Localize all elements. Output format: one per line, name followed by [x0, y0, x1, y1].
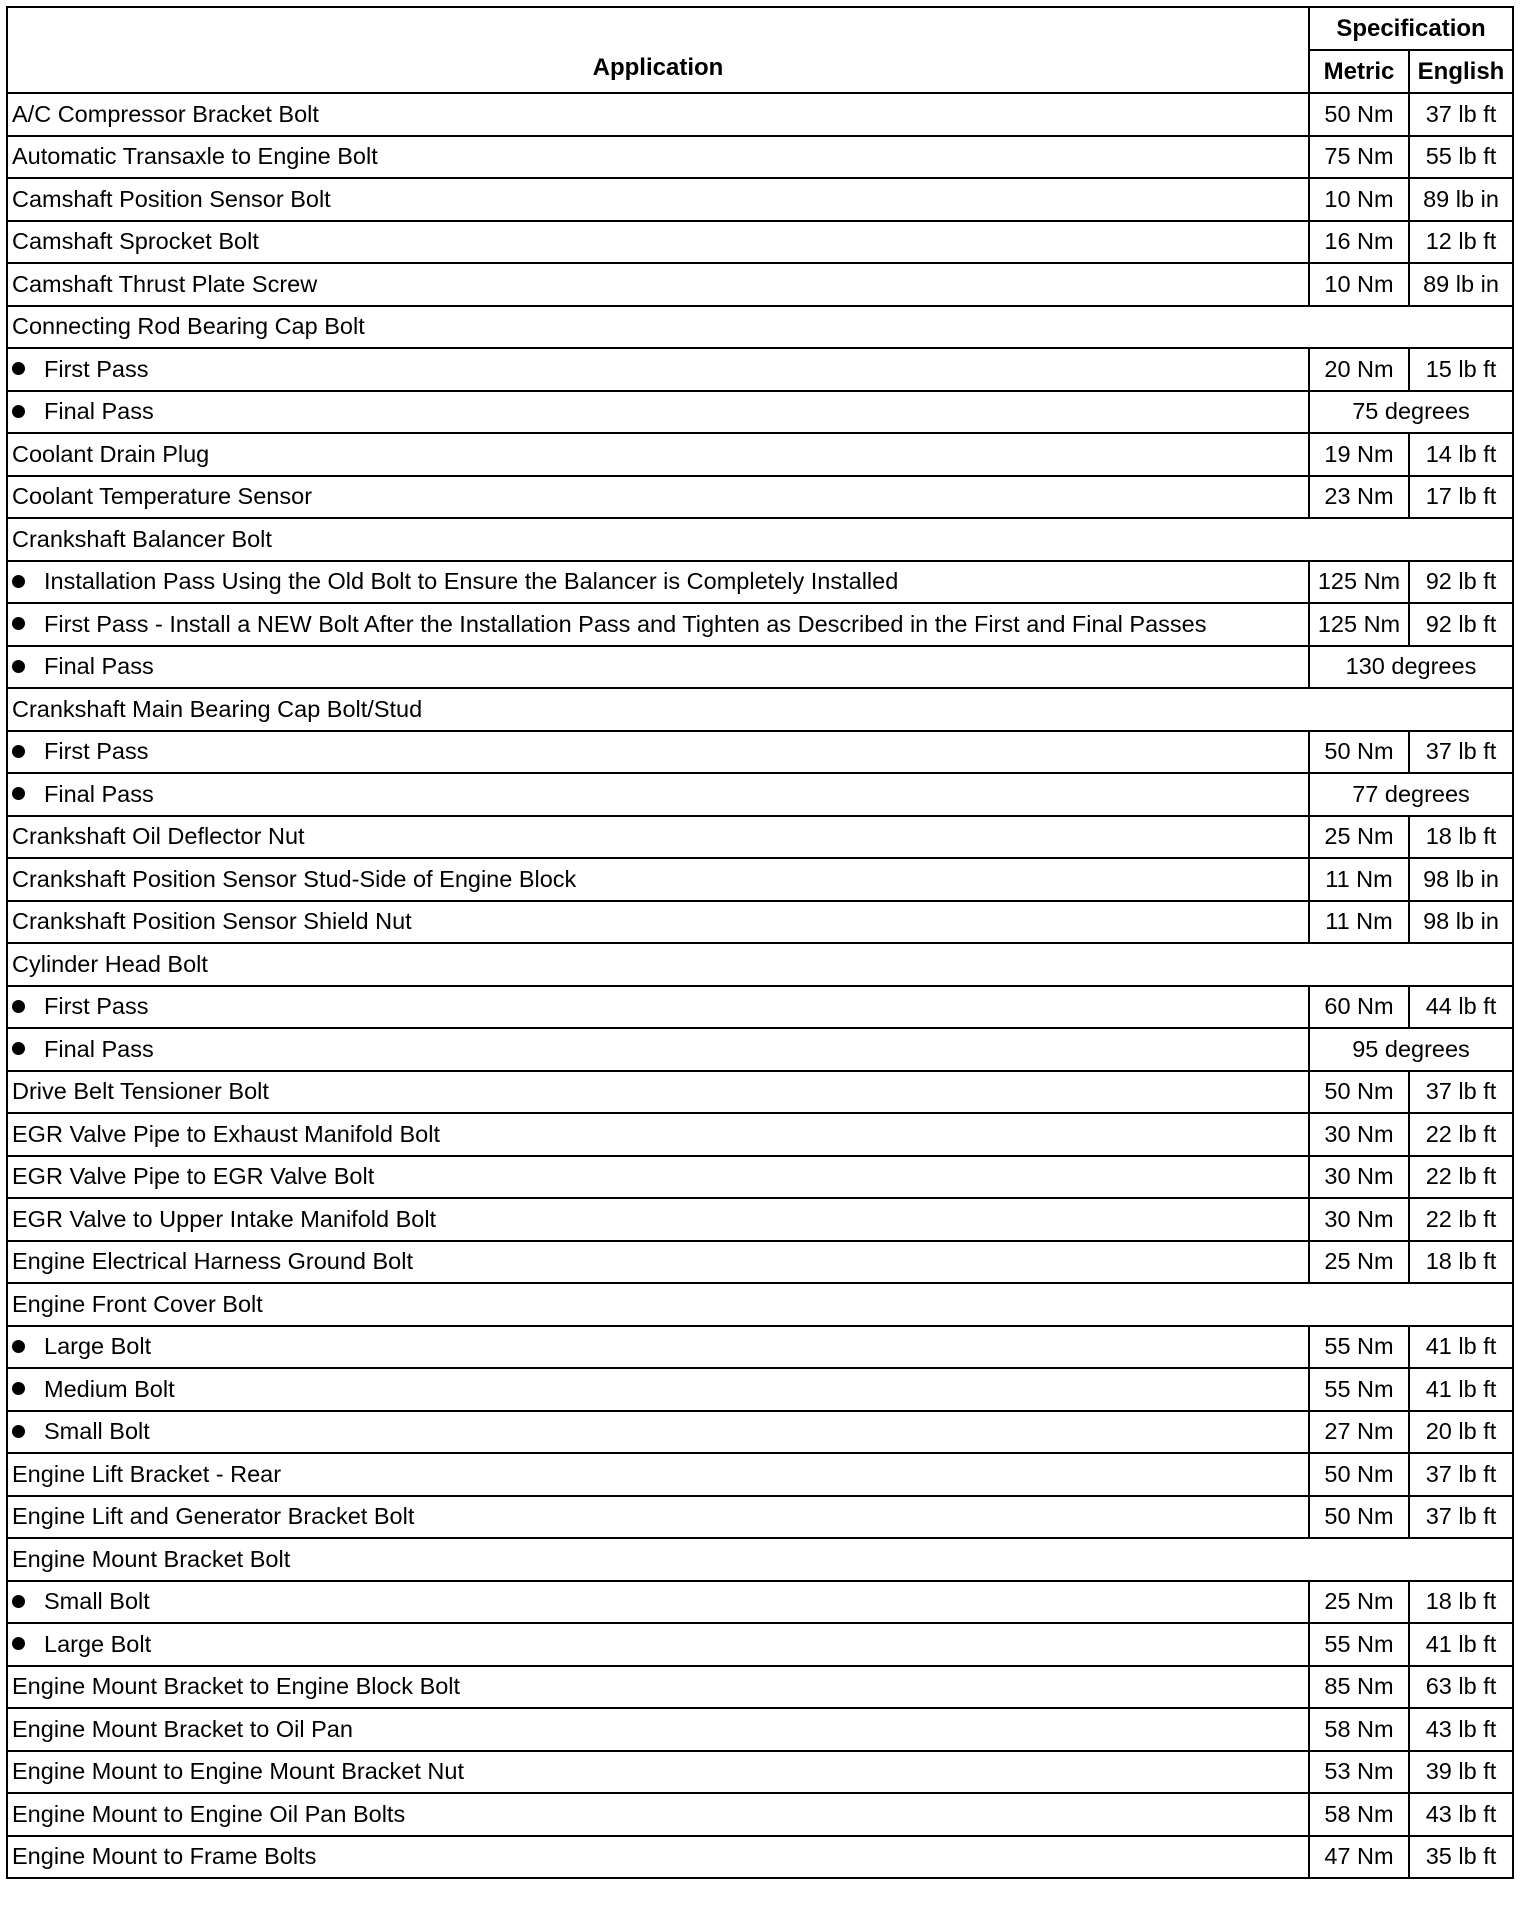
application-label: Large Bolt [44, 1630, 152, 1657]
table-row [7, 348, 1513, 391]
bullet-icon [12, 362, 25, 375]
application-cell: Engine Mount Bracket Bolt [7, 1538, 1513, 1581]
spec-angle-cell: 75 degrees [1309, 391, 1513, 434]
table-row [7, 1751, 1513, 1794]
metric-cell: 11 Nm [1309, 901, 1409, 944]
application-label: First Pass [44, 738, 149, 765]
metric-cell: 11 Nm [1309, 858, 1409, 901]
bullet-icon [12, 745, 25, 758]
group-row [7, 943, 1513, 986]
application-label: Final Pass [44, 1035, 154, 1062]
table-row [7, 1836, 1513, 1879]
english-cell: 89 lb in [1409, 263, 1513, 306]
application-cell [7, 646, 1309, 689]
english-cell: 98 lb in [1409, 901, 1513, 944]
table-row [7, 1496, 1513, 1539]
metric-cell: 50 Nm [1309, 93, 1409, 136]
english-header: English [1409, 50, 1513, 93]
table-row [7, 93, 1513, 136]
metric-cell: 50 Nm [1309, 731, 1409, 774]
application-cell: Engine Electrical Harness Ground Bolt [7, 1241, 1309, 1284]
bullet-icon [12, 1042, 25, 1055]
bullet-icon [12, 660, 25, 673]
table-row [7, 263, 1513, 306]
metric-cell: 53 Nm [1309, 1751, 1409, 1794]
metric-cell: 23 Nm [1309, 476, 1409, 519]
application-label: Installation Pass Using the Old Bolt to Ensure the Balancer is Completely Installed [44, 568, 899, 595]
metric-cell: 47 Nm [1309, 1836, 1409, 1879]
application-cell: A/C Compressor Bracket Bolt [7, 93, 1309, 136]
english-cell: 20 lb ft [1409, 1411, 1513, 1454]
table-row [7, 773, 1513, 816]
application-cell: EGR Valve Pipe to Exhaust Manifold Bolt [7, 1113, 1309, 1156]
application-cell: Camshaft Sprocket Bolt [7, 221, 1309, 264]
english-cell: 92 lb ft [1409, 561, 1513, 604]
bullet-icon [12, 575, 25, 588]
table-row [7, 1071, 1513, 1114]
metric-cell: 50 Nm [1309, 1496, 1409, 1539]
metric-cell: 27 Nm [1309, 1411, 1409, 1454]
table-row [7, 986, 1513, 1029]
table-row [7, 1411, 1513, 1454]
table-row [7, 1623, 1513, 1666]
english-cell: 39 lb ft [1409, 1751, 1513, 1794]
group-row [7, 518, 1513, 561]
metric-cell: 30 Nm [1309, 1156, 1409, 1199]
metric-cell: 55 Nm [1309, 1623, 1409, 1666]
metric-cell: 85 Nm [1309, 1666, 1409, 1709]
application-cell: Camshaft Position Sensor Bolt [7, 178, 1309, 221]
table-row [7, 603, 1513, 646]
metric-cell: 125 Nm [1309, 603, 1409, 646]
bullet-icon [12, 617, 25, 630]
spec-angle-cell: 77 degrees [1309, 773, 1513, 816]
application-label: Final Pass [44, 398, 154, 425]
english-cell: 22 lb ft [1409, 1198, 1513, 1241]
metric-cell: 50 Nm [1309, 1071, 1409, 1114]
application-cell [7, 1581, 1309, 1624]
table-row [7, 1156, 1513, 1199]
table-header [7, 7, 1513, 93]
metric-cell: 60 Nm [1309, 986, 1409, 1029]
application-cell: Drive Belt Tensioner Bolt [7, 1071, 1309, 1114]
metric-cell: 30 Nm [1309, 1113, 1409, 1156]
english-cell: 41 lb ft [1409, 1623, 1513, 1666]
application-cell: Crankshaft Oil Deflector Nut [7, 816, 1309, 859]
english-cell: 44 lb ft [1409, 986, 1513, 1029]
specification-header: Specification [1309, 7, 1513, 50]
english-cell: 43 lb ft [1409, 1708, 1513, 1751]
bullet-icon [12, 405, 25, 418]
table-row [7, 858, 1513, 901]
application-cell: Engine Lift Bracket - Rear [7, 1453, 1309, 1496]
english-cell: 22 lb ft [1409, 1156, 1513, 1199]
metric-cell: 20 Nm [1309, 348, 1409, 391]
application-cell: Engine Lift and Generator Bracket Bolt [7, 1496, 1309, 1539]
metric-cell: 30 Nm [1309, 1198, 1409, 1241]
application-cell: Automatic Transaxle to Engine Bolt [7, 136, 1309, 179]
english-cell: 37 lb ft [1409, 731, 1513, 774]
english-cell: 15 lb ft [1409, 348, 1513, 391]
application-cell: Crankshaft Main Bearing Cap Bolt/Stud [7, 688, 1513, 731]
group-row [7, 306, 1513, 349]
table-row [7, 178, 1513, 221]
english-cell: 12 lb ft [1409, 221, 1513, 264]
application-cell: Engine Front Cover Bolt [7, 1283, 1513, 1326]
metric-cell: 55 Nm [1309, 1326, 1409, 1369]
english-cell: 37 lb ft [1409, 93, 1513, 136]
english-cell: 98 lb in [1409, 858, 1513, 901]
application-label: First Pass [44, 993, 149, 1020]
application-cell [7, 1368, 1309, 1411]
application-cell: Camshaft Thrust Plate Screw [7, 263, 1309, 306]
english-cell: 37 lb ft [1409, 1496, 1513, 1539]
application-label: First Pass - Install a NEW Bolt After the Installation Pass and Tighten as Described in the First and Final Passes [44, 610, 1207, 637]
application-cell: Coolant Temperature Sensor [7, 476, 1309, 519]
metric-cell: 16 Nm [1309, 221, 1409, 264]
application-cell: Engine Mount to Frame Bolts [7, 1836, 1309, 1879]
metric-cell: 75 Nm [1309, 136, 1409, 179]
metric-cell: 25 Nm [1309, 1581, 1409, 1624]
metric-cell: 58 Nm [1309, 1708, 1409, 1751]
application-cell [7, 603, 1309, 646]
metric-cell: 125 Nm [1309, 561, 1409, 604]
application-cell: Coolant Drain Plug [7, 433, 1309, 476]
application-cell [7, 731, 1309, 774]
table-row [7, 221, 1513, 264]
english-cell: 22 lb ft [1409, 1113, 1513, 1156]
table-row [7, 561, 1513, 604]
table-row [7, 1198, 1513, 1241]
application-cell: Crankshaft Position Sensor Stud-Side of Engine Block [7, 858, 1309, 901]
application-cell: Cylinder Head Bolt [7, 943, 1513, 986]
table-row [7, 816, 1513, 859]
metric-cell: 10 Nm [1309, 263, 1409, 306]
english-cell: 18 lb ft [1409, 1241, 1513, 1284]
table-row [7, 1113, 1513, 1156]
english-cell: 43 lb ft [1409, 1793, 1513, 1836]
metric-cell: 50 Nm [1309, 1453, 1409, 1496]
spec-angle-cell: 95 degrees [1309, 1028, 1513, 1071]
application-cell [7, 561, 1309, 604]
english-cell: 89 lb in [1409, 178, 1513, 221]
torque-spec-table [6, 6, 1514, 1879]
application-cell: Engine Mount Bracket to Oil Pan [7, 1708, 1309, 1751]
application-cell [7, 1411, 1309, 1454]
metric-cell: 58 Nm [1309, 1793, 1409, 1836]
bullet-icon [12, 1637, 25, 1650]
english-cell: 18 lb ft [1409, 1581, 1513, 1624]
table-row [7, 1666, 1513, 1709]
bullet-icon [12, 1382, 25, 1395]
table-row [7, 1793, 1513, 1836]
english-cell: 37 lb ft [1409, 1071, 1513, 1114]
table-body [7, 93, 1513, 1878]
application-label: Final Pass [44, 653, 154, 680]
application-cell: Connecting Rod Bearing Cap Bolt [7, 306, 1513, 349]
application-label: First Pass [44, 355, 149, 382]
table-row [7, 1453, 1513, 1496]
english-cell: 55 lb ft [1409, 136, 1513, 179]
application-label: Small Bolt [44, 1588, 150, 1615]
bullet-icon [12, 787, 25, 800]
application-cell [7, 1326, 1309, 1369]
bullet-icon [12, 1425, 25, 1438]
group-row [7, 1538, 1513, 1581]
application-cell: Engine Mount Bracket to Engine Block Bolt [7, 1666, 1309, 1709]
english-cell: 18 lb ft [1409, 816, 1513, 859]
application-label: Small Bolt [44, 1418, 150, 1445]
bullet-icon [12, 1000, 25, 1013]
bullet-icon [12, 1340, 25, 1353]
application-cell: EGR Valve to Upper Intake Manifold Bolt [7, 1198, 1309, 1241]
table-row [7, 731, 1513, 774]
application-label: Large Bolt [44, 1333, 152, 1360]
english-cell: 35 lb ft [1409, 1836, 1513, 1879]
table-row [7, 433, 1513, 476]
application-cell: EGR Valve Pipe to EGR Valve Bolt [7, 1156, 1309, 1199]
metric-cell: 55 Nm [1309, 1368, 1409, 1411]
application-label: Final Pass [44, 780, 154, 807]
application-header: Application [7, 7, 1309, 93]
application-cell [7, 1028, 1309, 1071]
metric-cell: 25 Nm [1309, 816, 1409, 859]
english-cell: 37 lb ft [1409, 1453, 1513, 1496]
table-row [7, 1708, 1513, 1751]
application-cell [7, 986, 1309, 1029]
application-cell: Crankshaft Position Sensor Shield Nut [7, 901, 1309, 944]
metric-cell: 10 Nm [1309, 178, 1409, 221]
metric-cell: 19 Nm [1309, 433, 1409, 476]
english-cell: 14 lb ft [1409, 433, 1513, 476]
english-cell: 17 lb ft [1409, 476, 1513, 519]
application-cell: Engine Mount to Engine Mount Bracket Nut [7, 1751, 1309, 1794]
english-cell: 41 lb ft [1409, 1368, 1513, 1411]
spec-angle-cell: 130 degrees [1309, 646, 1513, 689]
english-cell: 41 lb ft [1409, 1326, 1513, 1369]
table-row [7, 646, 1513, 689]
table-row [7, 136, 1513, 179]
table-row [7, 391, 1513, 434]
application-label: Medium Bolt [44, 1375, 175, 1402]
application-cell [7, 1623, 1309, 1666]
metric-header: Metric [1309, 50, 1409, 93]
table-row [7, 1241, 1513, 1284]
application-cell [7, 348, 1309, 391]
application-cell [7, 391, 1309, 434]
table-row [7, 476, 1513, 519]
english-cell: 92 lb ft [1409, 603, 1513, 646]
application-cell: Engine Mount to Engine Oil Pan Bolts [7, 1793, 1309, 1836]
application-cell [7, 773, 1309, 816]
application-cell: Crankshaft Balancer Bolt [7, 518, 1513, 561]
group-row [7, 688, 1513, 731]
bullet-icon [12, 1595, 25, 1608]
metric-cell: 25 Nm [1309, 1241, 1409, 1284]
english-cell: 63 lb ft [1409, 1666, 1513, 1709]
table-row [7, 901, 1513, 944]
table-row [7, 1326, 1513, 1369]
table-row [7, 1368, 1513, 1411]
table-row [7, 1581, 1513, 1624]
group-row [7, 1283, 1513, 1326]
table-row [7, 1028, 1513, 1071]
